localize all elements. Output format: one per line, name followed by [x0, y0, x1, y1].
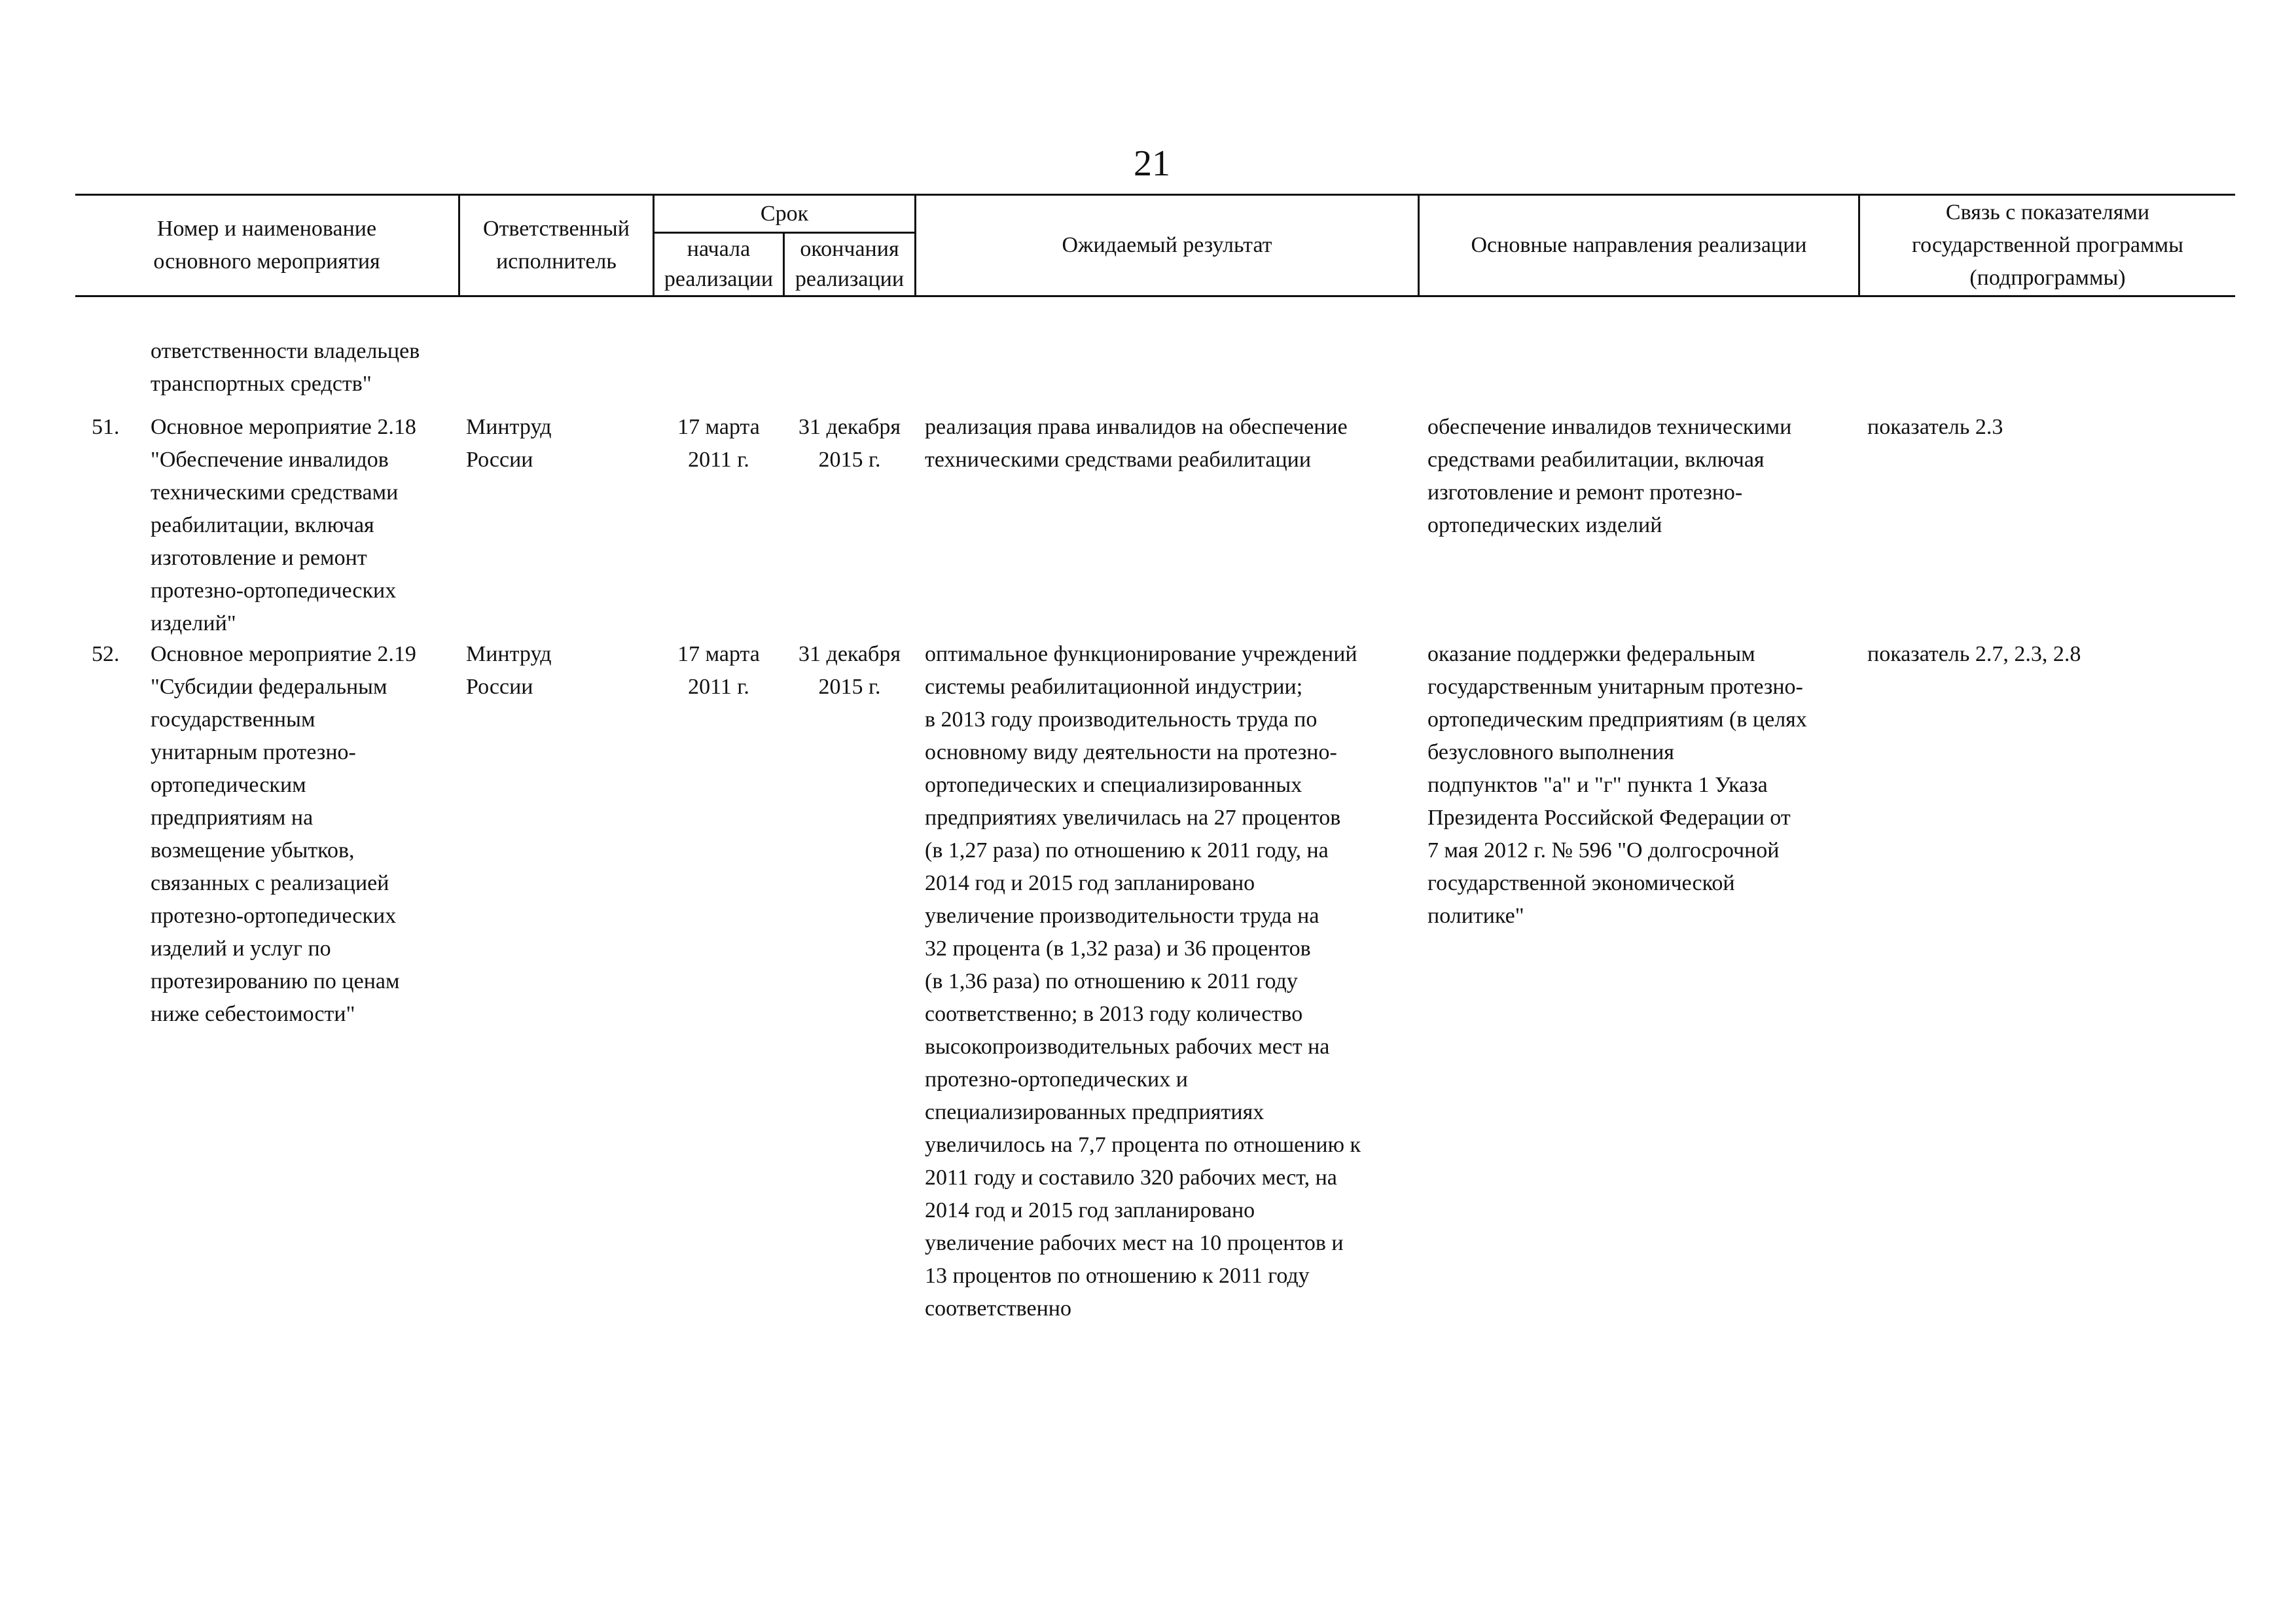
row-52-directions: оказание поддержки федеральным государственным унитарным протезно- ортопедическим предприятиям (в целях безусловного выполнения подпунктов "а" и "г" пункта 1 Указа Президента Российской Федерации от 7 мая 2012 г. № 596 "О долгосрочной государственной экономической политике" — [1427, 642, 1807, 928]
row-51-executor: Минтруд России — [466, 415, 552, 472]
row-52-end: 31 декабря 2015 г. — [798, 642, 901, 699]
header-end: окончания реализации — [795, 237, 905, 291]
row-52-link: показатель 2.7, 2.3, 2.8 — [1867, 642, 2081, 666]
page-number: 21 — [1134, 143, 1170, 184]
row-51-end: 31 декабря 2015 г. — [798, 415, 901, 472]
header-directions: Основные направления реализации — [1471, 233, 1807, 257]
row-52-name: Основное мероприятие 2.19 "Субсидии федеральным государственным унитарным протезно- ортопедическим предприятиям на возмещение убытков, связанных с реализацией протезно-ортопедических изделий и услуг по протезированию по ценам ниже себестоимости" — [151, 642, 416, 1026]
row-52-result: оптимальное функционирование учреждений системы реабилитационной индустрии; в 2013 году производительность труда по основному виду деятельности на протезно- ортопедических и специализированных предприятиях увеличилась на 27 процентов (в 1,27 раза) по отношению к 2011 году, на 2014 год и 2015 год запланировано увеличение производительности труда на 32 процента (в 1,32 раза) и 36 процентов (в 1,36 раза) по отношению к 2011 году соответственно; в 2013 году количество высокопроизводительных рабочих мест на протезно-ортопедических и специализированных предприятиях увеличилось на 7,7 процента по отношению к 2011 году и составило 320 рабочих мест, на 2014 год и 2015 год запланировано увеличение рабочих мест на 10 процентов и 13 процентов по отношению к 2011 году соответственно — [925, 642, 1361, 1321]
header-bottom-border — [75, 295, 2235, 297]
row-51-name: Основное мероприятие 2.18 "Обеспечение инвалидов техническими средствами реабилитации, включая изготовление и ремонт протезно-ортопедических изделий" — [151, 415, 416, 635]
header-link: Связь с показателями государственной программы (подпрограммы) — [1912, 200, 2183, 290]
continuation-name: ответственности владельцев транспортных средств" — [151, 339, 420, 396]
header-start: начала реализации — [664, 237, 774, 291]
row-51-start: 17 марта 2011 г. — [677, 415, 760, 472]
row-52-number: 52. — [92, 642, 120, 666]
header-name: Номер и наименование основного мероприятия — [153, 217, 380, 274]
header-executor: Ответственный исполнитель — [483, 217, 630, 274]
row-51-result: реализация права инвалидов на обеспечение техническими средствами реабилитации — [925, 415, 1348, 472]
row-52-start: 17 марта 2011 г. — [677, 642, 760, 699]
row-51-number: 51. — [92, 415, 120, 439]
header-result: Ожидаемый результат — [1062, 233, 1272, 257]
row-51-directions: обеспечение инвалидов техническими средствами реабилитации, включая изготовление и ремонт протезно- ортопедических изделий — [1427, 415, 1792, 537]
header-srok: Срок — [760, 202, 809, 226]
row-51-link: показатель 2.3 — [1867, 415, 2003, 439]
row-52-executor: Минтруд России — [466, 642, 552, 699]
